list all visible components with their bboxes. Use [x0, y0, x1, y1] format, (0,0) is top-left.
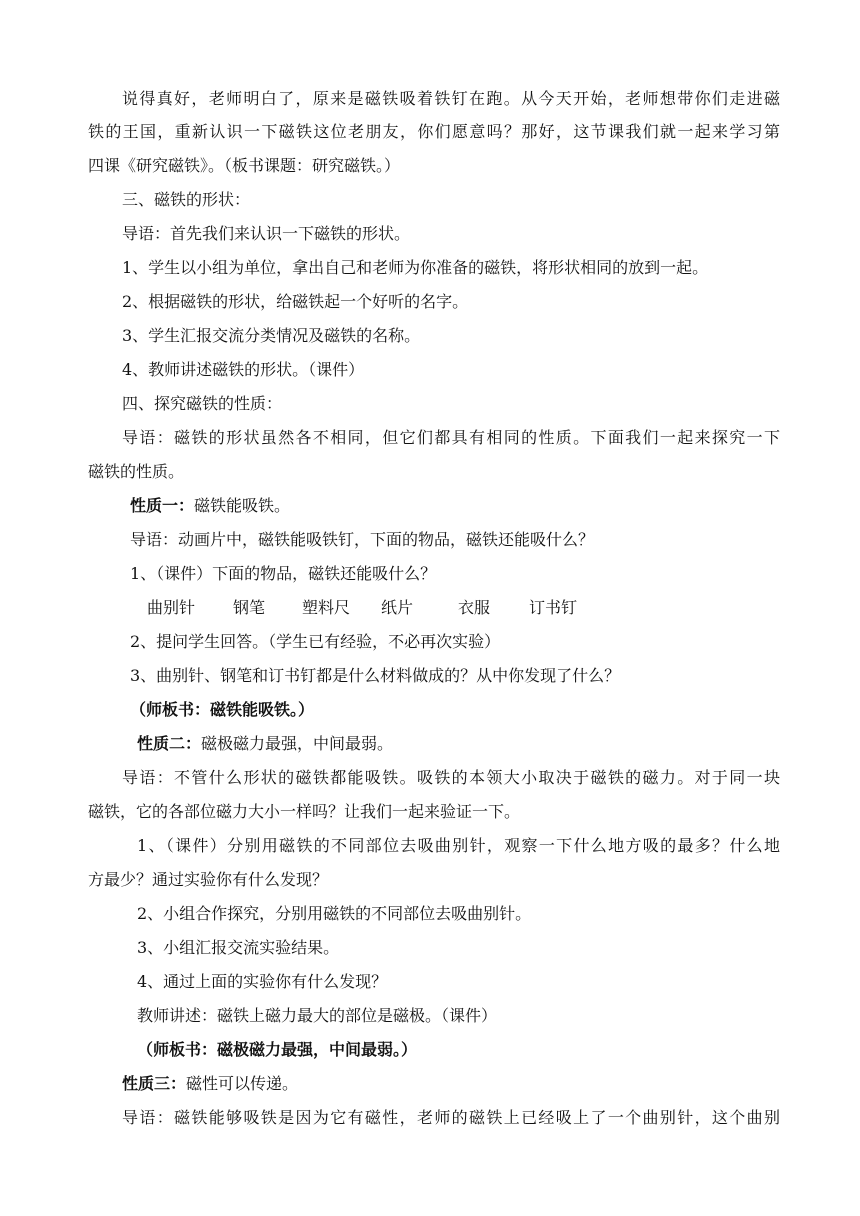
property-1-step-2: 2、提问学生回答。（学生已有经验，不必再次实验） [130, 632, 501, 651]
item-pen: 钢笔 [233, 598, 266, 617]
section-3-step-1: 1、学生以小组为单位，拿出自己和老师为你准备的磁铁，将形状相同的放到一起。 [122, 258, 709, 277]
item-paper: 纸片 [381, 598, 414, 617]
property-1-step-1: 1、（课件）下面的物品，磁铁还能吸什么？ [130, 564, 437, 583]
intro-line-1: 说得真好，老师明白了，原来是磁铁吸着铁钉在跑。从今天开始，老师想带你们走进磁 [122, 89, 780, 108]
intro-line-3: 四课《研究磁铁》。（板书课题：研究磁铁。） [88, 156, 401, 175]
property-1-label: 性质一： [130, 496, 195, 515]
property-1-text: 磁铁能吸铁。 [194, 496, 291, 515]
section-3-step-3: 3、学生汇报交流分类情况及磁铁的名称。 [122, 326, 421, 345]
property-3-text: 磁性可以传递。 [186, 1074, 299, 1093]
property-3-guide: 导语：磁铁能够吸铁是因为它有磁性，老师的磁铁上已经吸上了一个曲别针，这个曲别 [122, 1108, 780, 1127]
property-2-guide-line-2: 磁铁，它的各部位磁力大小一样吗？让我们一起来验证一下。 [88, 802, 521, 821]
item-plastic-ruler: 塑料尺 [302, 598, 351, 617]
property-2-text: 磁极磁力最强，中间最弱。 [201, 734, 394, 753]
section-3-step-4: 4、教师讲述磁铁的形状。（课件） [122, 360, 365, 379]
section-4-heading: 四、探究磁铁的性质： [122, 394, 283, 413]
section-4-guide-line-2: 磁铁的性质。 [88, 462, 185, 481]
property-1-board-note: （师板书：磁铁能吸铁。） [130, 700, 315, 719]
property-1-guide: 导语：动画片中，磁铁能吸铁钉，下面的物品，磁铁还能吸什么？ [130, 530, 595, 549]
property-2-step-3: 3、小组汇报交流实验结果。 [137, 938, 340, 957]
section-3-guide: 导语：首先我们来认识一下磁铁的形状。 [122, 224, 411, 243]
item-staple: 订书钉 [529, 598, 578, 617]
property-2-teacher-note: 教师讲述：磁铁上磁力最大的部位是磁极。（课件） [137, 1006, 498, 1025]
item-paperclip: 曲别针 [147, 598, 196, 617]
section-3-heading: 三、磁铁的形状： [122, 190, 251, 209]
property-1 [130, 495, 780, 517]
property-3 [122, 1073, 780, 1095]
item-clothes: 衣服 [458, 598, 491, 617]
intro-line-2: 铁的王国，重新认识一下磁铁这位老朋友，你们愿意吗？那好，这节课我们就一起来学习第 [88, 122, 780, 141]
property-2-label: 性质二： [137, 734, 202, 753]
property-2-step-4: 4、通过上面的实验你有什么发现？ [137, 972, 388, 991]
property-2-step-2: 2、小组合作探究，分别用磁铁的不同部位去吸曲别针。 [137, 904, 532, 923]
property-2-board-note: （师板书：磁极磁力最强，中间最弱。） [137, 1040, 418, 1059]
property-2-step-1-line-1: 1、（课件）分别用磁铁的不同部位去吸曲别针，观察一下什么地方吸的最多？什么地 [137, 836, 780, 855]
property-2 [137, 733, 780, 755]
property-3-label: 性质三： [122, 1074, 187, 1093]
section-3-step-2: 2、根据磁铁的形状，给磁铁起一个好听的名字。 [122, 292, 469, 311]
property-2-step-1-line-2: 方最少？通过实验你有什么发现？ [88, 870, 329, 889]
property-2-guide-line-1: 导语：不管什么形状的磁铁都能吸铁。吸铁的本领大小取决于磁铁的磁力。对于同一块 [122, 768, 780, 787]
property-1-step-3: 3、曲别针、钢笔和订书钉都是什么材料做成的？从中你发现了什么？ [130, 666, 621, 685]
section-4-guide-line-1: 导语：磁铁的形状虽然各不相同，但它们都具有相同的性质。下面我们一起来探究一下 [122, 428, 780, 447]
